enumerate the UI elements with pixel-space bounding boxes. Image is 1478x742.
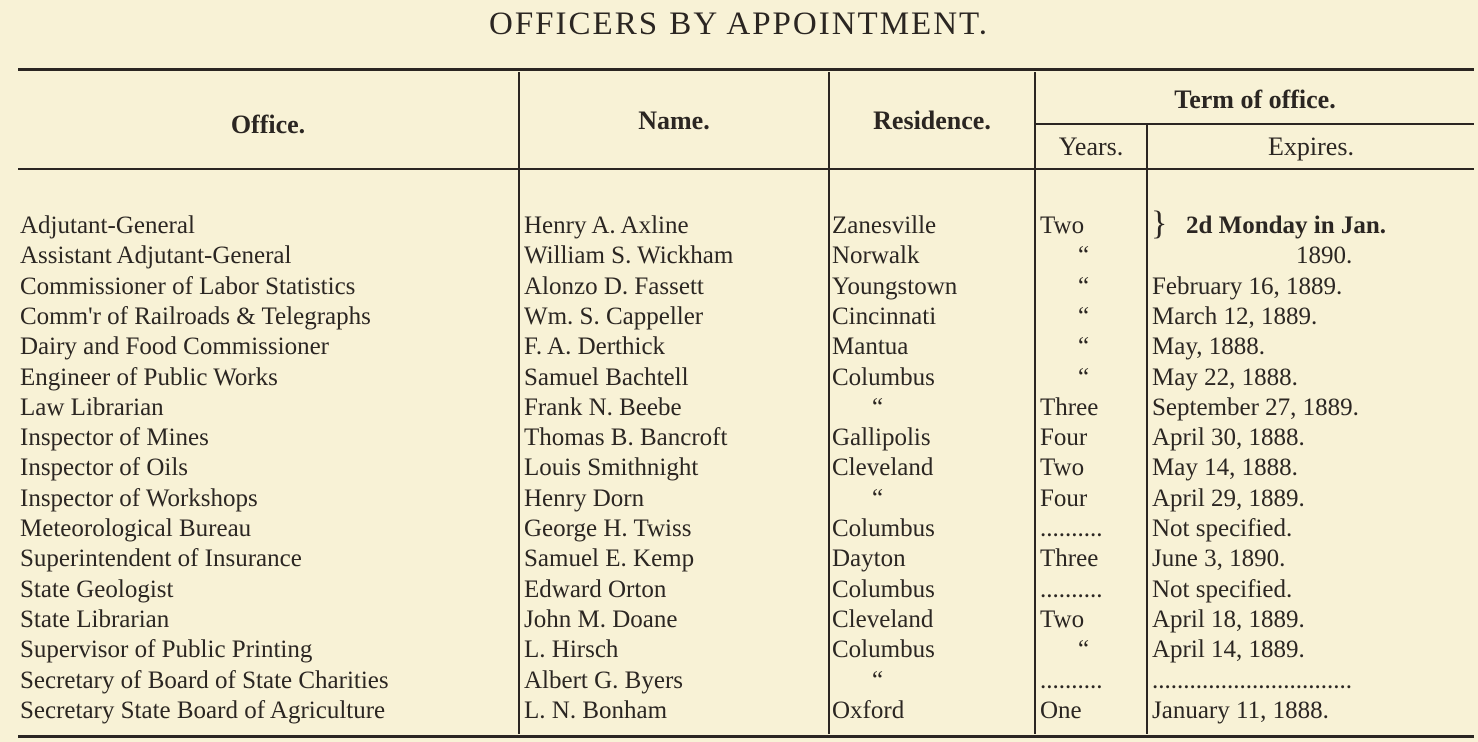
table-cell-name: Frank N. Beebe [524,393,682,421]
table-cell-expires: April 29, 1889. [1152,484,1305,512]
table-cell-years: .......... [1040,575,1103,603]
table-cell-residence: Mantua [832,333,909,361]
table-cell-office: Dairy and Food Commissioner [20,333,330,361]
table-cell-office: State Librarian [20,605,170,633]
header-term: Term of office. [1174,85,1336,114]
table-cell-expires: May 22, 1888. [1152,363,1298,391]
table-cell-residence: Oxford [832,696,905,724]
table-cell-residence: “ [872,484,884,512]
table-cell-years: Two [1040,605,1085,633]
table-cell-name: L. Hirsch [524,636,619,664]
col-divider-residence [828,72,830,734]
table-cell-years: “ [1078,242,1090,270]
top-rule [18,68,1474,71]
table-cell-residence: “ [872,393,884,421]
table-cell-years: Three [1040,393,1099,421]
table-cell-residence: Youngstown [832,272,958,300]
table-cell-years: Four [1040,484,1088,512]
table-cell-expires: June 3, 1890. [1152,545,1286,573]
table-cell-expires: January 11, 1888. [1152,696,1329,724]
table-cell-residence: Cleveland [832,605,934,633]
table-cell-name: Thomas B. Bancroft [524,424,728,452]
col-divider-expires [1146,125,1148,734]
header-rule [18,168,1474,170]
table-cell-years: “ [1078,363,1090,391]
table-cell-residence: Columbus [832,363,935,391]
table-cell-office: Comm'r of Railroads & Telegraphs [20,302,371,330]
table-cell-residence: Zanesville [832,212,937,239]
table-cell-years: Four [1040,424,1088,452]
col-divider-name [518,72,520,734]
table-cell-years: “ [1078,302,1090,330]
table-cell-years: Three [1040,545,1099,573]
table-cell-name: William S. Wickham [524,242,734,270]
bottom-rule [18,735,1474,738]
table-cell-office: Secretary State Board of Agriculture [20,696,386,724]
page-title: OFFICERS BY APPOINTMENT. [489,6,989,42]
table-cell-name: Samuel E. Kemp [524,545,695,573]
header-expires: Expires. [1268,132,1354,161]
table-cell-residence: Gallipolis [832,424,931,452]
table-cell-years: One [1040,696,1082,724]
table-cell-years: Two [1040,212,1085,239]
table-cell-expires: Not specified. [1152,575,1293,603]
table-cell-office: Inspector of Oils [20,454,189,482]
table-cell-name: George H. Twiss [524,515,692,542]
table-cell-office: Assistant Adjutant-General [20,242,292,270]
table-cell-office: Secretary of Board of State Charities [20,666,389,694]
col-divider-term [1034,72,1036,734]
table-cell-office: Superintendent of Insurance [20,545,302,573]
table-cell-years: .......... [1040,666,1103,694]
table-cell-name: Samuel Bachtell [524,363,689,391]
table-cell-residence: Dayton [832,545,906,573]
table-cell-residence: Columbus [832,636,935,664]
table-cell-years: “ [1078,636,1090,664]
table-cell-name: Alonzo D. Fassett [524,272,704,300]
brace-glyph: } [1151,205,1168,242]
table-cell-office: Supervisor of Public Printing [20,636,313,664]
table-cell-residence: Columbus [832,575,935,603]
table-cell-years: .......... [1040,515,1103,542]
table-cell-name: L. N. Bonham [524,696,668,724]
table-cell-office: Inspector of Workshops [20,484,258,512]
table-cell-years: “ [1078,272,1090,300]
table-cell-expires: May, 1888. [1152,333,1265,361]
table-cell-expires: April 30, 1888. [1152,424,1305,452]
table-cell-office: State Geologist [20,575,174,603]
table-cell-residence: Norwalk [832,242,920,270]
table-cell-residence: Cleveland [832,454,934,482]
table-cell-expires: Not specified. [1152,515,1293,542]
table-cell-expires: April 18, 1889. [1152,605,1305,633]
header-name: Name. [638,106,710,135]
table-cell-years: Two [1040,454,1085,482]
table-cell-name: Wm. S. Cappeller [524,302,704,330]
table-cell-name: Louis Smithnight [524,454,699,482]
header-years: Years. [1058,132,1124,161]
term-rule [1036,123,1474,125]
table-cell-residence: Columbus [832,515,935,542]
table-cell-office: Law Librarian [20,393,164,421]
table-cell-expires: April 14, 1889. [1152,636,1305,664]
table-cell-residence: Cincinnati [832,302,937,330]
table-cell-name: Henry A. Axline [524,212,689,239]
table-cell-expires: 2d Monday in Jan. [1186,212,1387,239]
table-cell-name: Albert G. Byers [524,666,683,694]
table-cell-office: Inspector of Mines [20,424,209,452]
table-cell-office: Commissioner of Labor Statistics [20,272,356,300]
table-cell-office: Meteorological Bureau [20,515,252,542]
table-cell-name: Edward Orton [524,575,667,603]
header-office: Office. [230,110,306,139]
table-cell-expires: February 16, 1889. [1152,272,1343,300]
table-cell-expires: March 12, 1889. [1152,302,1318,330]
table-cell-office: Adjutant-General [20,212,195,239]
table-cell-name: F. A. Derthick [524,333,666,361]
table-cell-expires: September 27, 1889. [1152,393,1359,421]
table-cell-expires: 1890. [1296,242,1353,270]
header-residence: Residence. [873,106,991,135]
table-cell-residence: “ [872,666,884,694]
table-cell-years: “ [1078,333,1090,361]
table-cell-name: Henry Dorn [524,484,645,512]
table-cell-expires: May 14, 1888. [1152,454,1298,482]
table-cell-office: Engineer of Public Works [20,363,278,391]
table-cell-name: John M. Doane [524,605,678,633]
table-cell-expires: ................................ [1152,666,1352,694]
